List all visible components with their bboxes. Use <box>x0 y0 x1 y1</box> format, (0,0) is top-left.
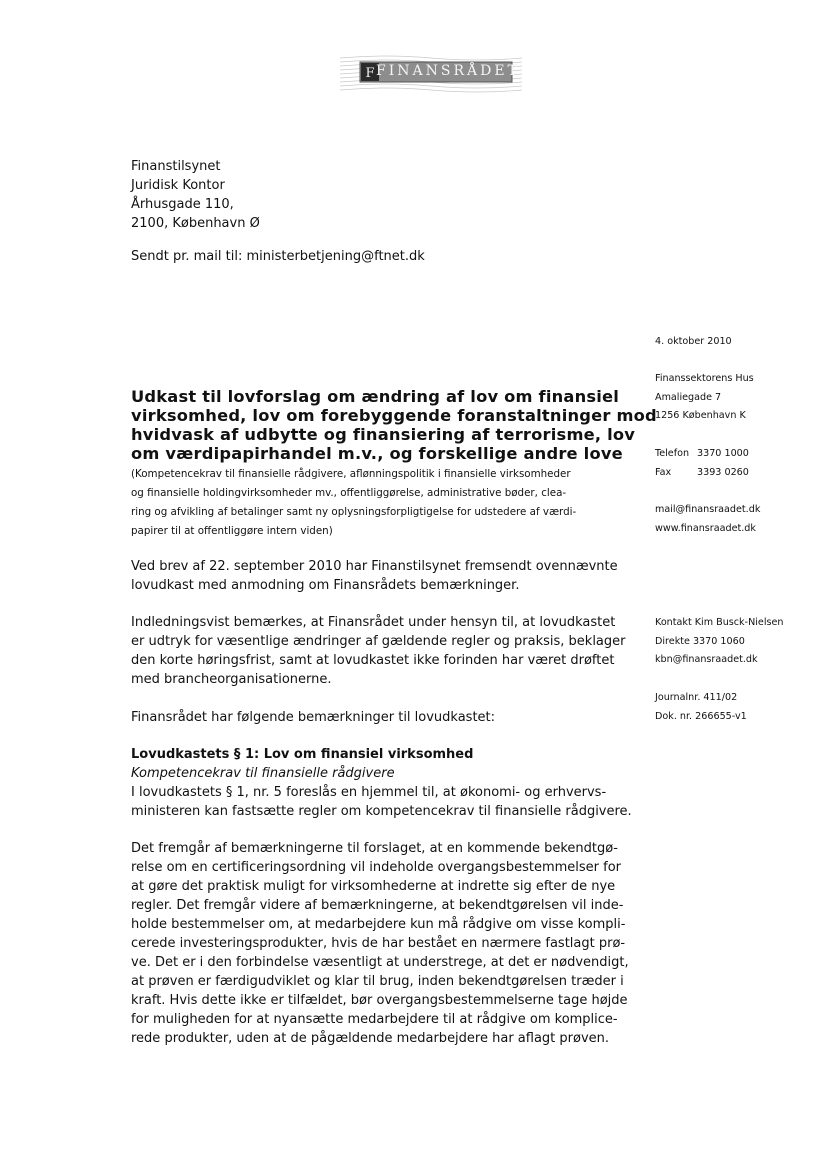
letter-date: 4. oktober 2010 <box>655 336 732 347</box>
paragraph-line: regler. Det fremgår videre af bemærkningerne, at bekendtgørelsen vil inde- <box>131 898 624 913</box>
title-line: hvidvask af udbytte og finansiering af terrorisme, lov <box>131 425 636 444</box>
journal-number: Journalnr. 411/02 <box>655 692 738 703</box>
paragraph-line: at gøre det praktisk muligt for virksomhederne at indrette sig efter de nye <box>131 879 616 894</box>
paragraph-line: med brancheorganisationerne. <box>131 672 332 687</box>
logo-letter: F <box>365 66 375 81</box>
contact-person: Kontakt Kim Busck-Nielsen <box>655 617 784 628</box>
paragraph-line: for muligheden for at nyansætte medarbejdere til at rådgive om komplice- <box>131 1012 618 1027</box>
paragraph-preliminary <box>131 613 626 689</box>
title-line: om værdipapirhandel m.v., og forskellige andre love <box>131 444 623 463</box>
contact-direct-phone: Direkte 3370 1060 <box>655 635 745 647</box>
paragraph-line: Det fremgår af bemærkningerne til forslaget, at en kommende bekendtgø- <box>131 841 618 856</box>
fax-label: Fax <box>655 466 672 478</box>
paragraph-certification <box>131 839 629 1048</box>
fax-number: 3393 0260 <box>697 466 749 478</box>
paragraph-line: cerede investeringsprodukter, hvis de har bestået en nærmere fastlagt prø- <box>131 936 626 951</box>
paragraph-line: lovudkast med anmodning om Finansrådets bemærkninger. <box>131 578 520 593</box>
recipient-line: Århusgade 110, <box>131 197 234 212</box>
paragraph-intro <box>131 557 618 595</box>
paragraph-remarks-lead <box>131 708 495 727</box>
sender-org-name: Finanssektorens Hus <box>655 373 754 384</box>
sender-online <box>655 501 760 538</box>
reference-block <box>655 689 747 726</box>
paragraph-line: Ved brev af 22. september 2010 har Finanstilsynet fremsendt ovennævnte <box>131 559 618 574</box>
sender-phone-fax <box>655 445 749 482</box>
paragraph-line: rede produkter, uden at de pågældende medarbejdere har aflagt prøven. <box>131 1031 610 1046</box>
document-number: Dok. nr. 266655-v1 <box>655 710 747 722</box>
recipient-line: Finanstilsynet <box>131 159 221 174</box>
phone-label: Telefon <box>655 448 690 459</box>
paragraph-line: ve. Det er i den forbindelse væsentligt at understrege, at det er nødvendigt, <box>131 955 629 970</box>
sender-address <box>655 370 754 426</box>
paragraph-line: Indledningsvist bemærkes, at Finansrådet under hensyn til, at lovudkastet <box>131 615 616 630</box>
contact-email: kbn@finansraadet.dk <box>655 654 758 665</box>
paragraph-line: at prøven er færdigudviklet og klar til brug, inden bekendtgørelsen træder i <box>131 974 624 989</box>
logo-name: FINANSRÅDET <box>376 63 520 79</box>
paragraph-line: kraft. Hvis dette ikke er tilfældet, bør overgangsbestemmelserne tage højde <box>131 993 628 1008</box>
title-line: Udkast til lovforslag om ændring af lov om finansiel <box>131 387 620 406</box>
sent-by-mail-line: Sendt pr. mail til: ministerbetjening@ftnet.dk <box>131 249 425 264</box>
paragraph-line: den korte høringsfrist, samt at lovudkastet ikke forinden har været drøftet <box>131 653 615 668</box>
sender-street: Amaliegade 7 <box>655 391 722 403</box>
paragraph-line: Finansrådet har følgende bemærkninger til lovudkastet: <box>131 710 496 725</box>
sender-email: mail@finansraadet.dk <box>655 504 761 515</box>
paragraph-line: er udtryk for væsentlige ændringer af gældende regler og praksis, beklager <box>131 634 626 649</box>
section-heading: Lovudkastets § 1: Lov om finansiel virksomhed <box>131 747 474 762</box>
paragraph-line: I lovudkastets § 1, nr. 5 foreslås en hjemmel til, at økonomi- og erhvervs- <box>131 785 607 800</box>
contact-block <box>655 614 783 670</box>
section-1 <box>131 745 632 821</box>
subtitle-line: og finansielle holdingvirksomheder mv., offentliggørelse, administrative bøder, clea- <box>131 487 567 499</box>
phone-number: 3370 1000 <box>697 448 749 459</box>
sender-website: www.finansraadet.dk <box>655 522 756 534</box>
document-subtitle <box>131 465 631 541</box>
paragraph-line: relse om en certificeringsordning vil indeholde overgangsbestemmelser for <box>131 860 622 875</box>
recipient-address <box>131 157 260 233</box>
subtitle-line: (Kompetencekrav til finansielle rådgivere, aflønningspolitik i finansielle virksomheder <box>131 468 571 480</box>
document-title <box>131 387 657 463</box>
recipient-line: Juridisk Kontor <box>131 178 225 193</box>
subtitle-line: papirer til at offentliggøre intern viden) <box>131 525 333 537</box>
title-line: virksomhed, lov om forebyggende foranstaltninger mod <box>131 406 657 425</box>
section-subheading: Kompetencekrav til finansielle rådgivere <box>131 766 395 781</box>
sender-city: 1256 København K <box>655 410 746 421</box>
paragraph-line: ministeren kan fastsætte regler om kompetencekrav til finansielle rådgivere. <box>131 804 632 819</box>
recipient-line: 2100, København Ø <box>131 216 260 231</box>
paragraph-line: holde bestemmelser om, at medarbejdere kun må rådgive om visse kompli- <box>131 917 626 932</box>
subtitle-line: ring og afvikling af betalinger samt ny oplysningsforpligtigelse for udstedere af værdi- <box>131 506 577 518</box>
